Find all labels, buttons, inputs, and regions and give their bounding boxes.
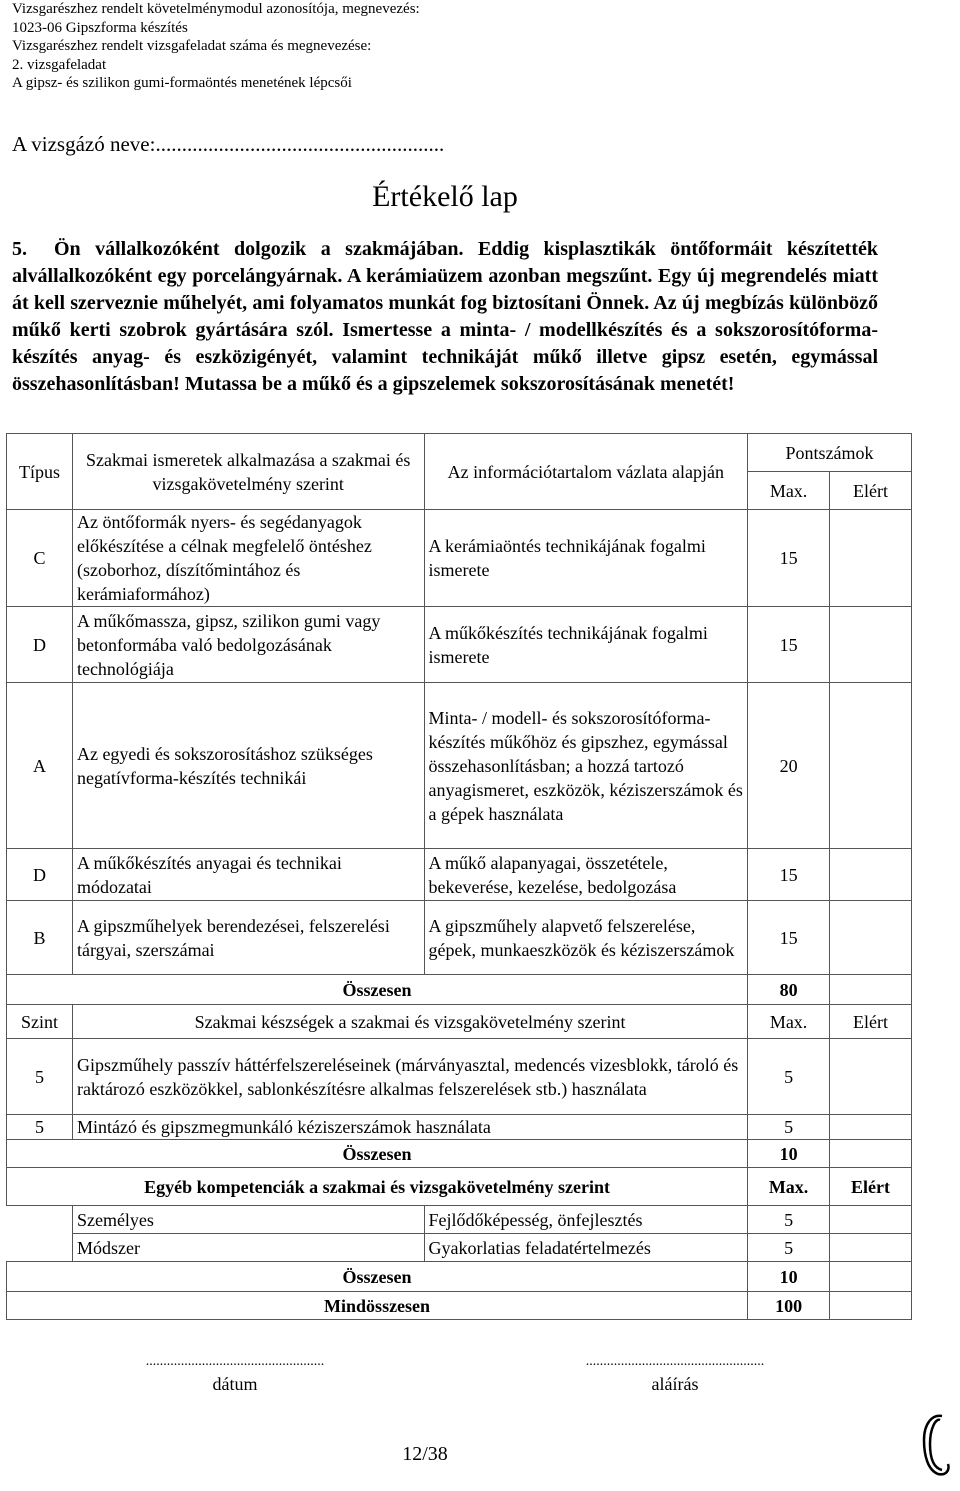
spacer-cell	[7, 1234, 73, 1262]
task-description	[12, 236, 878, 398]
table-row	[7, 849, 912, 901]
header-line: 2. vizsgafeladat	[12, 56, 107, 73]
total-achieved	[830, 1262, 912, 1292]
row-skill: Mintázó és gipszmegmunkáló kéziszerszámok használata	[72, 1115, 747, 1140]
col-header-other: Egyéb kompetenciák a szakmai és vizsgakövetelmény szerint	[7, 1168, 748, 1206]
col-header-achieved: Elért	[830, 472, 912, 510]
total-achieved	[830, 1140, 912, 1168]
col-header-info: Az információtartalom vázlata alapján	[424, 434, 748, 510]
row-max: 20	[748, 683, 830, 849]
table-row	[7, 1234, 912, 1262]
row-achieved	[830, 1115, 912, 1140]
sign-signature-block	[535, 1354, 815, 1395]
total-label: Összesen	[7, 975, 748, 1005]
grand-total-value: 100	[748, 1292, 830, 1320]
col-header-max: Max.	[748, 1005, 830, 1039]
table-row	[7, 607, 912, 683]
table-row	[7, 1115, 912, 1140]
other-header-row	[7, 1168, 912, 1206]
grand-total-label: Mindösszesen	[7, 1292, 748, 1320]
col-header-skill: Szakmai készségek a szakmai és vizsgakövetelmény szerint	[72, 1005, 747, 1039]
row-level: 5	[7, 1115, 73, 1140]
col-header-points: Pontszámok	[748, 434, 912, 472]
row-type: A	[7, 683, 73, 849]
row-max: 5	[748, 1039, 830, 1115]
table-row	[7, 1039, 912, 1115]
col-header-max: Max.	[748, 472, 830, 510]
row-info: Minta- / modell- és sokszorosítóforma-készítés műkőhöz és gipszhez, egymással összehasonlításban; a hozzá tartozó anyagismeret, eszközök, kéziszerszámok és a gépek használata	[424, 683, 748, 849]
row-type: B	[7, 901, 73, 975]
row-achieved	[830, 683, 912, 849]
row-achieved	[830, 849, 912, 901]
row-type: D	[7, 849, 73, 901]
col-header-achieved: Elért	[830, 1005, 912, 1039]
row-knowledge: Az öntőformák nyers- és segédanyagok előkészítése a célnak megfelelő öntéshez (szoborhoz, díszítőmintához és kerámiaformához)	[72, 510, 424, 607]
row-info: A kerámiaöntés technikájának fogalmi ismerete	[424, 510, 748, 607]
sign-dots: ...................................................	[585, 1354, 765, 1369]
row-achieved	[830, 1206, 912, 1234]
examinee-name-field: A vizsgázó neve:.......................................................	[12, 132, 445, 156]
grand-total-row	[7, 1292, 912, 1320]
row-competence: Gyakorlatias feladatértelmezés	[424, 1234, 748, 1262]
header-line: 1023-06 Gipszforma készítés	[12, 19, 188, 36]
page-title: Értékelő lap	[372, 180, 518, 213]
spacer-cell	[7, 1206, 73, 1234]
skills-header-row	[7, 1005, 912, 1039]
total-value: 80	[748, 975, 830, 1005]
total-row	[7, 1140, 912, 1168]
row-type: D	[7, 607, 73, 683]
header-line: Vizsgarészhez rendelt követelménymodul azonosítója, megnevezés:	[12, 1, 420, 17]
row-achieved	[830, 510, 912, 607]
evaluation-table	[6, 433, 912, 1320]
row-type: C	[7, 510, 73, 607]
col-header-level: Szint	[7, 1005, 73, 1039]
row-max: 5	[748, 1234, 830, 1262]
row-info: A műkő alapanyagai, összetétele, bekeverése, kezelése, bedolgozása	[424, 849, 748, 901]
table-row	[7, 901, 912, 975]
row-category: Módszer	[72, 1234, 424, 1262]
col-header-max: Max.	[748, 1168, 830, 1206]
table-row	[7, 1206, 912, 1234]
total-row	[7, 975, 912, 1005]
date-label: dátum	[212, 1374, 258, 1394]
row-max: 15	[748, 901, 830, 975]
row-level: 5	[7, 1039, 73, 1115]
row-category: Személyes	[72, 1206, 424, 1234]
grand-total-achieved	[830, 1292, 912, 1320]
row-max: 15	[748, 510, 830, 607]
header-line: A gipsz- és szilikon gumi-formaöntés menetének lépcsői	[12, 75, 352, 91]
row-max: 5	[748, 1115, 830, 1140]
handwritten-mark	[918, 1410, 954, 1480]
date-dots: ...................................................	[145, 1354, 325, 1369]
col-header-knowledge: Szakmai ismeretek alkalmazása a szakmai és vizsgakövetelmény szerint	[72, 434, 424, 510]
task-text: Ön vállalkozóként dolgozik a szakmájában. Eddig kisplasztikák öntőformáit készítették alvállalkozóként egy porcelángyárnak. A kerámiaüzem azonban megszűnt. Egy új megrendelés miatt át kell szerveznie műhelyét, ami folyamatos munkát fog biztosítani Önnek. Az új megbízás különböző műkő kerti szobrok gyártására szól. Ismertesse a minta- / modellkészítés és a sokszorosítóforma-készítés anyag- és eszközigényét, valamint technikáját műkő illetve gipsz esetén, egymással összehasonlításban! Mutassa be a műkő és a gipszelemek sokszorosításának menetét!	[12, 238, 878, 395]
total-label: Összesen	[7, 1262, 748, 1292]
row-knowledge: Az egyedi és sokszorosításhoz szükséges negatívforma-készítés technikái	[72, 683, 424, 849]
date-signature-block	[95, 1354, 375, 1395]
total-row	[7, 1262, 912, 1292]
row-knowledge: A műkőkészítés anyagai és technikai módozatai	[72, 849, 424, 901]
total-label: Összesen	[7, 1140, 748, 1168]
row-info: A gipszműhely alapvető felszerelése, gépek, munkaeszközök és kéziszerszámok	[424, 901, 748, 975]
table-row	[7, 683, 912, 849]
header-line: Vizsgarészhez rendelt vizsgafeladat száma és megnevezése:	[12, 38, 372, 54]
row-competence: Fejlődőképesség, önfejlesztés	[424, 1206, 748, 1234]
row-skill: Gipszműhely passzív háttérfelszereléseinek (márványasztal, medencés vizesblokk, tároló és raktározó eszközökkel, sablonkészítésre alkalmas felszerelések stb.) használata	[72, 1039, 747, 1115]
row-achieved	[830, 1234, 912, 1262]
document-header	[12, 0, 420, 93]
total-value: 10	[748, 1140, 830, 1168]
row-achieved	[830, 901, 912, 975]
row-max: 5	[748, 1206, 830, 1234]
row-knowledge: A gipszműhelyek berendezései, felszerelési tárgyai, szerszámai	[72, 901, 424, 975]
row-achieved	[830, 607, 912, 683]
col-header-type: Típus	[7, 434, 73, 510]
col-header-achieved: Elért	[830, 1168, 912, 1206]
page-number: 12/38	[402, 1443, 448, 1465]
task-number: 5.	[12, 238, 27, 260]
row-knowledge: A műkőmassza, gipsz, szilikon gumi vagy betonformába való bedolgozásának technológiája	[72, 607, 424, 683]
row-info: A műkőkészítés technikájának fogalmi ismerete	[424, 607, 748, 683]
row-achieved	[830, 1039, 912, 1115]
total-achieved	[830, 975, 912, 1005]
row-max: 15	[748, 607, 830, 683]
table-row	[7, 510, 912, 607]
sign-label: aláírás	[651, 1374, 699, 1394]
total-value: 10	[748, 1262, 830, 1292]
row-max: 15	[748, 849, 830, 901]
